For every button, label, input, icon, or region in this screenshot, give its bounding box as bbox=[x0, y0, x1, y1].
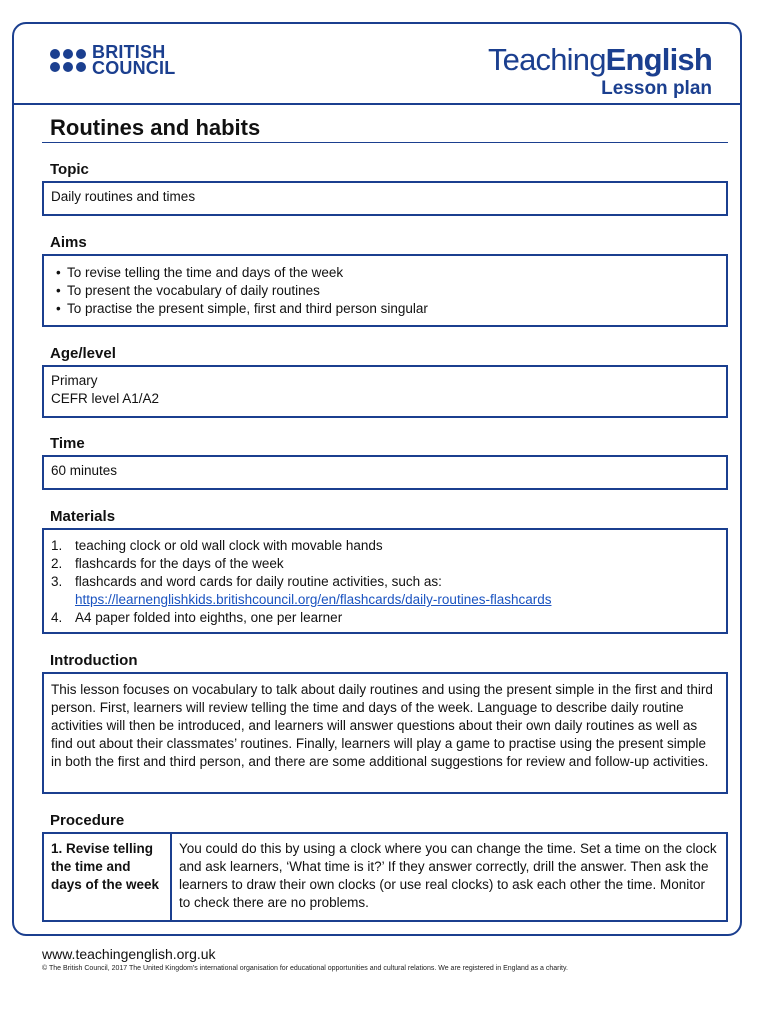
footer-copyright: © The British Council, 2017 The United Kingdom’s international organisation for educational opportunities and cultural relations. We are registered in England as a charity. bbox=[42, 965, 568, 972]
procedure-heading: Procedure bbox=[50, 812, 125, 829]
list-item: • To practise the present simple, first and third person singular bbox=[67, 300, 719, 318]
materials-box bbox=[42, 528, 728, 634]
title-divider bbox=[42, 142, 728, 143]
flashcards-link[interactable]: https://learnenglishkids.britishcouncil.org/en/flashcards/daily-routines-flashcards bbox=[75, 592, 552, 607]
list-item: 2. flashcards for the days of the week bbox=[51, 556, 284, 571]
time-heading: Time bbox=[50, 435, 85, 452]
age-level-line2: CEFR level A1/A2 bbox=[51, 391, 160, 406]
procedure-step-text: You could do this by using a clock where you can change the time. Set a time on the clock and ask learners, ‘What time is it?’ If they answer correctly, drill the answer. Then ask the learners to draw their own clocks (or use real clocks) to ask each other the time. Monitor to check there are no problems. bbox=[179, 841, 717, 910]
time-text: 60 minutes bbox=[51, 463, 118, 478]
list-item: • To present the vocabulary of daily routines bbox=[67, 282, 719, 300]
aims-heading: Aims bbox=[50, 234, 87, 251]
topic-text: Daily routines and times bbox=[51, 189, 196, 204]
list-item: 4. A4 paper folded into eighths, one per learner bbox=[51, 610, 343, 625]
british-council-logo bbox=[50, 42, 175, 78]
list-item: 1. teaching clock or old wall clock with movable hands bbox=[51, 538, 383, 553]
procedure-step-title: 1. Revise telling the time and days of the week bbox=[44, 834, 172, 920]
introduction-text: This lesson focuses on vocabulary to talk about daily routines and using the present simple in the first and third person. First, learners will review telling the time and days of the week. Language to describe daily routine activities will then be introduced, and learners will answer questions about their own daily routines as well as find out about their classmates’ routines. Finally, learners will play a game to practise using the present simple in both the first and third person, and there are some additional suggestions for review and follow-up activities. bbox=[51, 682, 713, 769]
aims-box bbox=[42, 254, 728, 327]
topic-heading: Topic bbox=[50, 161, 89, 178]
age-level-line1: Primary bbox=[51, 373, 98, 388]
materials-heading: Materials bbox=[50, 508, 116, 525]
british-council-wordmark: BRITISH COUNCIL bbox=[92, 42, 176, 78]
page-title: Routines and habits bbox=[50, 115, 261, 140]
age-level-heading: Age/level bbox=[50, 345, 116, 362]
procedure-table bbox=[42, 832, 728, 922]
materials-list bbox=[51, 537, 719, 627]
age-level-box bbox=[42, 365, 728, 418]
list-item: • To revise telling the time and days of the week bbox=[67, 264, 719, 282]
british-council-dots-icon bbox=[50, 49, 86, 72]
list-item: 3. flashcards and word cards for daily routine activities, such as: https://learnenglishkids.britishcouncil.org/en/flashcards/daily-routines-flashcards bbox=[51, 574, 552, 607]
introduction-heading: Introduction bbox=[50, 652, 138, 669]
doc-type-label: Lesson plan bbox=[601, 78, 712, 99]
teachingenglish-brand bbox=[488, 42, 712, 100]
time-box bbox=[42, 455, 728, 490]
introduction-box bbox=[42, 672, 728, 794]
footer-url[interactable]: www.teachingenglish.org.uk bbox=[42, 946, 216, 962]
topic-box bbox=[42, 181, 728, 216]
aims-list bbox=[51, 264, 719, 318]
teachingenglish-wordmark: TeachingEnglish bbox=[487, 42, 712, 77]
header-divider bbox=[12, 103, 742, 105]
